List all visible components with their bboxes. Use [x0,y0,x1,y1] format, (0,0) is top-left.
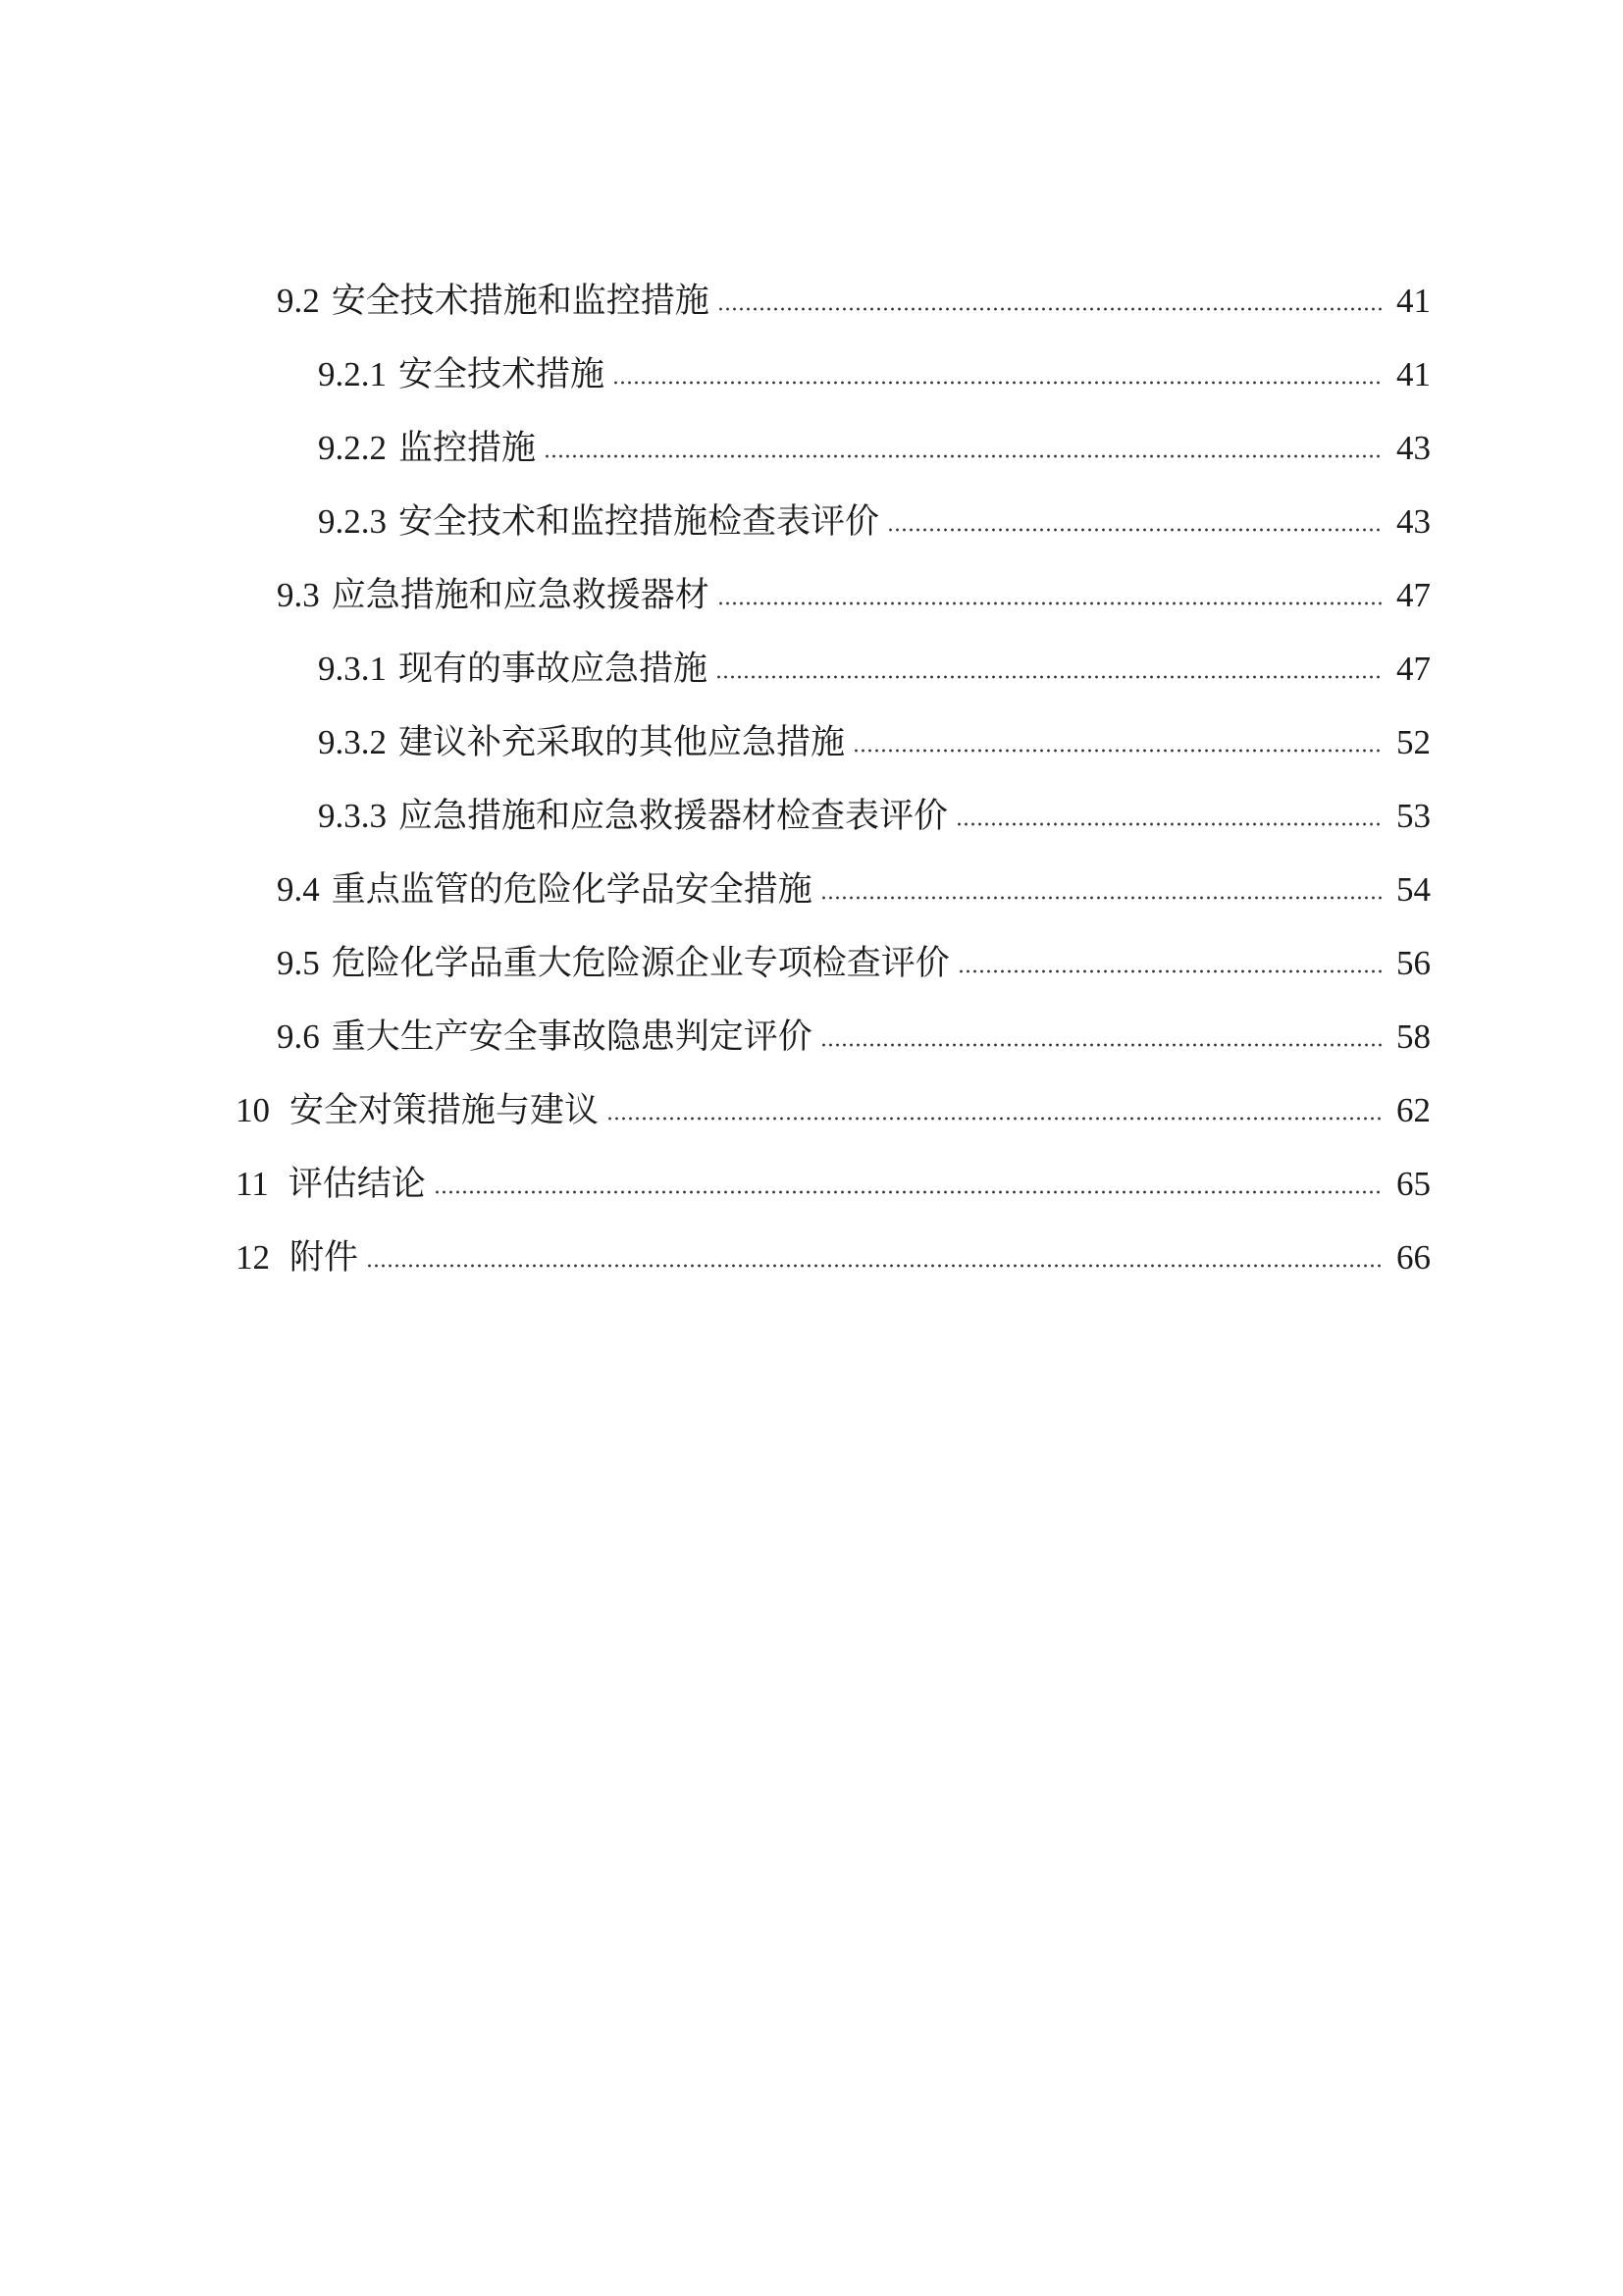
toc-entry-page: 66 [1396,1238,1431,1277]
toc-entry[interactable] [318,689,1431,762]
dot-leader [434,1188,1382,1196]
toc-entry-label [277,1018,816,1057]
toc-entry-number: 10 [236,1091,270,1129]
toc-entry[interactable] [277,910,1431,983]
dot-leader [717,305,1382,313]
dot-leader [544,452,1382,460]
toc-entry-label [318,797,952,836]
toc-entry-page: 54 [1396,870,1431,909]
toc-entry-title: 评估结论 [288,1165,426,1203]
toc-entry-number: 11 [236,1165,269,1203]
toc-entry-label [236,1238,362,1278]
toc-entry[interactable] [318,321,1431,394]
toc-entry-label [318,502,883,542]
toc-entry-number: 9.3.1 [318,650,387,688]
toc-entry-title: 附件 [289,1238,359,1277]
dot-leader [715,673,1382,681]
toc-entry-title: 安全技术措施和监控措施 [331,282,709,320]
toc-entry-label [236,1165,430,1204]
dot-leader [820,1041,1382,1049]
toc-entry-title: 建议补充采取的其他应急措施 [398,723,846,761]
toc-entry-label [236,1091,602,1130]
toc-entry-number: 9.5 [277,944,320,982]
toc-entry-number: 9.6 [277,1018,320,1056]
toc-entry-number: 9.3.3 [318,797,387,835]
dot-leader [853,747,1382,755]
toc-entry-title: 应急措施和应急救援器材检查表评价 [398,797,949,835]
toc-entry-page: 52 [1396,723,1431,761]
toc-entry-page: 43 [1396,429,1431,467]
toc-entry-title: 监控措施 [398,429,537,467]
dot-leader [717,600,1382,607]
dot-leader [606,1115,1382,1122]
dot-leader [366,1262,1382,1270]
toc-entry[interactable] [277,247,1431,321]
toc-entry-page: 62 [1396,1091,1431,1129]
toc-entry[interactable] [318,394,1431,468]
toc-entry[interactable] [318,615,1431,689]
toc-entry-number: 9.2 [277,282,320,320]
toc-entry-label [277,282,713,321]
toc-entry-number: 9.4 [277,870,320,909]
toc-entry[interactable] [236,1057,1431,1130]
toc-entry[interactable] [318,762,1431,836]
toc-entry-page: 41 [1396,282,1431,320]
toc-entry-number: 9.3.2 [318,723,387,761]
toc-entry-number: 9.2.1 [318,355,387,393]
toc-entry-title: 危险化学品重大危险源企业专项检查评价 [331,944,950,982]
toc-entry-number: 9.2.2 [318,429,387,467]
toc-entry[interactable] [236,1130,1431,1204]
toc-entry-title: 重点监管的危险化学品安全措施 [331,870,812,909]
toc-entry-number: 9.3 [277,576,320,614]
toc-entry[interactable] [236,1204,1431,1278]
dot-leader [820,894,1382,902]
toc-entry-page: 43 [1396,502,1431,541]
dot-leader [612,379,1382,387]
dot-leader [887,526,1382,534]
toc-entry-number: 12 [236,1238,270,1277]
toc-entry-title: 安全对策措施与建议 [289,1091,600,1129]
toc-entry-label [277,870,816,910]
toc-entry-page: 56 [1396,944,1431,982]
toc-entry-page: 65 [1396,1165,1431,1203]
toc-entry-label [318,650,711,689]
toc-entry[interactable] [277,983,1431,1057]
toc-entry[interactable] [277,542,1431,615]
dot-leader [956,820,1382,828]
dot-leader [958,967,1382,975]
toc-entry-number: 9.2.3 [318,502,387,541]
toc-entry-title: 安全技术和监控措施检查表评价 [398,502,880,541]
toc-entry-page: 41 [1396,355,1431,393]
toc-entry-label [318,355,608,394]
toc-entry-page: 47 [1396,650,1431,688]
toc-entry-label [277,944,954,983]
toc-entry-page: 58 [1396,1018,1431,1056]
toc-entry-title: 重大生产安全事故隐患判定评价 [331,1018,812,1056]
toc-entry-title: 现有的事故应急措施 [398,650,708,688]
toc-entry-page: 47 [1396,576,1431,614]
toc-entry[interactable] [277,836,1431,910]
toc-entry-label [318,429,540,468]
toc-entry-title: 应急措施和应急救援器材 [331,576,709,614]
table-of-contents [0,247,1623,1278]
toc-entry-page: 53 [1396,797,1431,835]
toc-entry-title: 安全技术措施 [398,355,605,393]
toc-entry-label [277,576,713,615]
toc-entry-label [318,723,849,762]
toc-entry[interactable] [318,468,1431,542]
